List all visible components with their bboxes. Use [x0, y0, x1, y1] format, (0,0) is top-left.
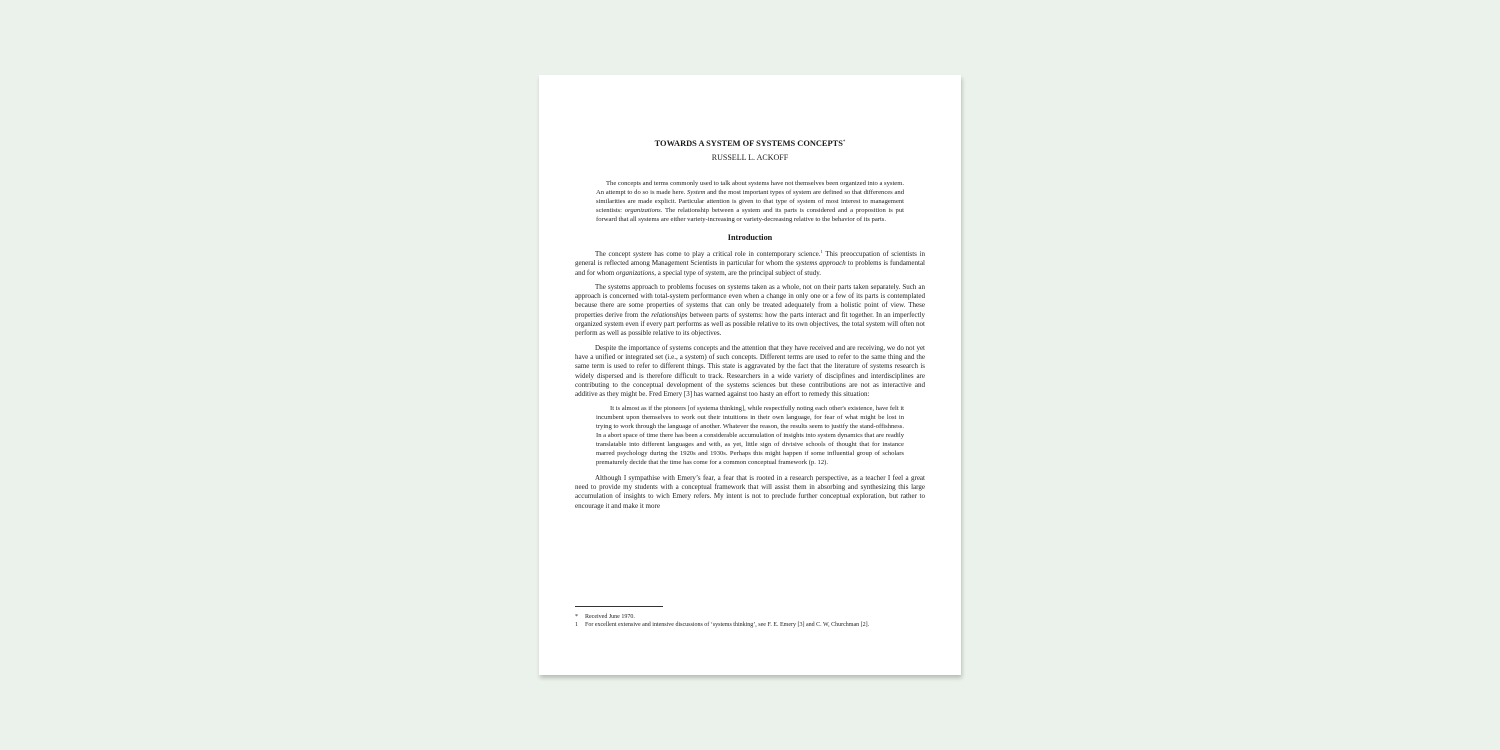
- footnote: * Received June 1970.: [575, 614, 635, 620]
- paragraph-1: The concept system has come to play a critical role in contemporary science.$^1$ This preoccupation of scientists in general is reflected among Management Scientists in particular for whom the systems approach to problems is fundamental and for whom organizations, a special type of system, are the principal subject of study.: [575, 249, 926, 277]
- document-page: [539, 75, 961, 675]
- section-heading-introduction: Introduction: [727, 233, 773, 242]
- page-body: [575, 137, 925, 516]
- footnotes: [575, 606, 925, 629]
- paper-author: RUSSELL L. ACKOFF: [711, 153, 789, 162]
- paragraph-2: The systems approach to problems focuses on systems taken as a whole, not on their parts taken separately. Such an approach is concerned with total-system performance even when a change in only one or a few of its parts is contemplated because there are some properties of systems that can only be treated adequately from a holistic point of view. These properties derive from the relationships between parts of systems: how the parts interact and fit together. In an imperfectly organized system even if every part performs as well as possible relative to its own objectives, the total system will often not perform as well as possible relative to its objectives.: [575, 282, 925, 338]
- paragraph-3: Despite the importance of systems concepts and the attention that they have received and are receiving, we do not yet have a unified or integrated set (i.e., a system) of such concepts. Different terms are used to refer to the same thing and the same term is used to refer to different things. This state is aggravated by the fact that the literature of systems research is widely dispersed and is therefore difficult to track. Researchers in a wide variety of discipfines and interdisciplines are contributing to the conceptual development of the systems sciences but these contributions are not as interactive and additive as they might be. Fred Emery [3] has warned against too hasty an effort to remedy this situation:: [575, 343, 925, 399]
- paragraph-4: Although I sympathise with Emery’s fear, a fear that is rooted in a research perspective, as a teacher I feel a great need to provide my students with a conceptual framework that will assist them in absorbing and synthesizing this large accumulation of insights to wich Emery refers. My intent is not to preclude further conceptual exploration, but rather to encourage it and make it more: [575, 473, 925, 510]
- paper-title: TOWARDS A SYSTEM OF SYSTEMS CONCEPTS*: [654, 139, 846, 148]
- abstract: The concepts and terms commonly used to talk about systems have not themselves been organized into a system. An attempt to do so is made here. System and the most important types of system are defined so that differences and similarities are made explicit. Particular attention is given to that type of system of most interest to management scientists: organizations. The relationship between a system and its parts is considered and a proposition is put forward that all systems are either variety-increasing or variety-decreasing relative to the behavior of its parts.: [596, 180, 905, 223]
- footnote-rule: [575, 606, 663, 607]
- footnote-ref: 1: [820, 249, 823, 254]
- footnote: 1 For excellent extensive and intensive discussions of ‘systems thinking’, see F. E. Emery [3] and C. W, Churchman [2].: [575, 622, 870, 628]
- title-footnote-mark: *: [842, 140, 846, 145]
- block-quote: It is almost as if the pioneers [of systema thinking], while respectfully noting each other's existence, have felt it incumbent upon themselves to work out their intuitions in their own language, for fear of what might be lost in trying to work through the language of another. Whatever the reason, the results seem to justify the stand-offishness. In a abort space of time there has been a considerable accumulation of insights into system dynamics that are readily translatable into different languages and with, as yet, little sign of divisive schools of thought that for instance marred psychology during the 1920s and 1930s. Perhaps this might happen if some influential group of scholars prematurely decide that the time has come for a common conceptual framework (p. 12).: [596, 405, 904, 466]
